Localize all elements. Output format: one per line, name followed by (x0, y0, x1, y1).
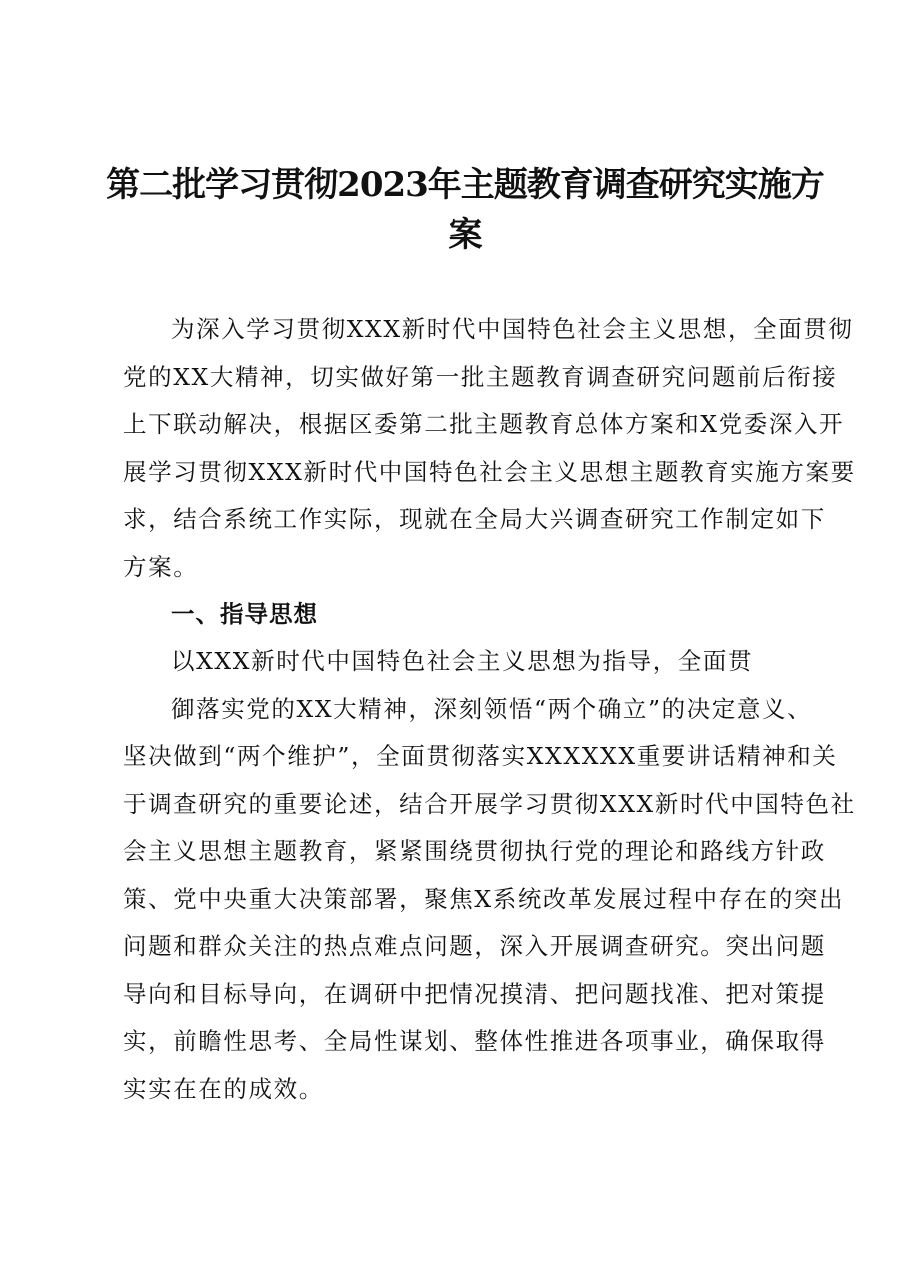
intro-paragraph (123, 306, 856, 591)
paragraph-line: 会主义思想主题教育，紧紧围绕贯彻执行党的理论和路线方针政 (123, 837, 826, 865)
paragraph-line: 以XXX新时代中国特色社会主义思想为指导，全面贯 (171, 647, 754, 675)
paragraph-line: 于调查研究的重要论述，结合开展学习贯彻XXX新时代中国特色社 (123, 789, 856, 818)
paragraph-line: 问题和群众关注的热点难点问题，深入开展调查研究。突出问题 (123, 932, 826, 960)
paragraph-line: 实，前瞻性思考、全局性谋划、整体性推进各项事业，确保取得 (123, 1027, 826, 1055)
paragraph-line: 求，结合系统工作实际，现就在全局大兴调查研究工作制定如下 (123, 505, 826, 533)
title-line-2: 案 (448, 215, 482, 255)
paragraph-line: 策、党中央重大决策部署，聚焦X系统改革发展过程中存在的突出 (123, 884, 845, 913)
section-paragraph (123, 638, 856, 1113)
paragraph-line: 导向和目标导向，在调研中把情况摸清、把问题找准、把对策提 (123, 979, 826, 1008)
section-heading-block (123, 591, 823, 639)
paragraph-line: 御落实党的XX大精神，深刻领悟“两个确立”的决定意义、 (171, 694, 813, 723)
section-heading: 一、指导思想 (171, 600, 318, 628)
document-title (100, 160, 830, 260)
paragraph-line: 展学习贯彻XXX新时代中国特色社会主义思想主题教育实施方案要 (123, 457, 856, 486)
paragraph-line: 为深入学习贯彻XXX新时代中国特色社会主义思想，全面贯彻 (171, 315, 854, 343)
paragraph-line: 党的XX大精神，切实做好第一批主题教育调查研究问题前后衔接 (123, 362, 838, 391)
paragraph-line: 上下联动解决，根据区委第二批主题教育总体方案和X党委深入开 (123, 410, 845, 438)
title-line-1: 第二批学习贯彻2023年主题教育调查研究实施方 (106, 165, 824, 205)
paragraph-line: 坚决做到“两个维护”，全面贯彻落实XXXXXX重要讲话精神和关 (123, 742, 838, 770)
paragraph-line: 实实在在的成效。 (123, 1074, 324, 1103)
paragraph-line: 方案。 (123, 552, 199, 581)
